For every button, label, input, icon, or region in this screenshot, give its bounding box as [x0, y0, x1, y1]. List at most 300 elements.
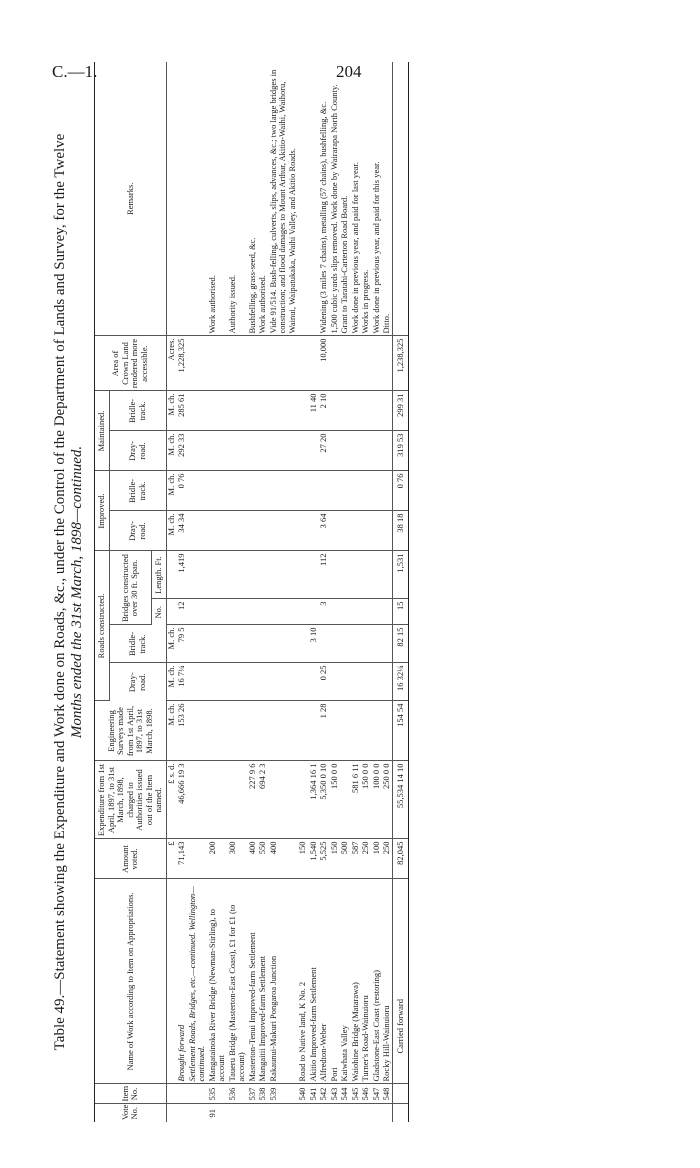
- cell-amount: 200: [207, 839, 227, 879]
- cell-br-len: 112: [318, 551, 329, 599]
- cell-br-len: [371, 551, 382, 599]
- cell-rc-dray: [381, 663, 392, 701]
- cell-rc-dray: [308, 663, 319, 701]
- document-reference: C.—1.: [52, 62, 98, 81]
- cell-imp-dray: [227, 511, 247, 551]
- carried-forward-row: [392, 62, 409, 1122]
- cell-survey: [339, 701, 350, 761]
- col-imp-dray: Dray-road.: [109, 511, 166, 551]
- cell-area: [187, 336, 207, 391]
- cell-area: [371, 336, 382, 391]
- cell-imp-dray: [207, 511, 227, 551]
- cell-remarks: [176, 62, 187, 336]
- cell-imp-bridle: [257, 471, 268, 511]
- cell-mt-bridle: 285 61: [176, 391, 187, 431]
- cell-survey: [308, 701, 319, 761]
- cell-remarks: Vide 91/514. Bush-felling, culverts, slips, advances, &c.; two large bridges in construction; and flood damages to Mount Arthur, Akitio-Waihi, Waihoru, Wainui, Waipatukaka, Waihi Valley, and Akitio Roads.: [268, 62, 298, 336]
- cell-br-len: [257, 551, 268, 599]
- cell-imp-bridle: [360, 471, 371, 511]
- cell-item: 547: [371, 1084, 382, 1104]
- cell-remarks: Bushfelling, grass-seed, &c.: [247, 62, 258, 336]
- cell-name: Road to Native land, K No. 2: [297, 879, 308, 1084]
- table-row: [360, 62, 371, 1122]
- cell-area: [350, 336, 361, 391]
- cell-amount: 250: [360, 839, 371, 879]
- cell-rc-dray: [371, 663, 382, 701]
- col-maintained: Maintained.: [95, 391, 110, 471]
- cell-item: 541: [308, 1084, 319, 1104]
- cell-br-no: [297, 599, 308, 625]
- col-name: Name of Work according to Item on Appropriations.: [95, 879, 167, 1084]
- col-remarks: Remarks.: [95, 62, 167, 336]
- cell-name: Alfredton-Weber: [318, 879, 329, 1084]
- cell-name: Pori: [329, 879, 340, 1084]
- cell-exp: [297, 761, 308, 839]
- cell-rc-bridle: [227, 625, 247, 663]
- col-rc-dray: Dray-road.: [109, 663, 166, 701]
- cell-exp: [207, 761, 227, 839]
- cell-imp-bridle: [247, 471, 258, 511]
- table-row: [176, 62, 187, 1122]
- cell-br-len: [350, 551, 361, 599]
- cell-item: [187, 1084, 207, 1104]
- cell-survey: [360, 701, 371, 761]
- header-row-1: [95, 62, 110, 1122]
- cell-imp-bridle: [297, 471, 308, 511]
- cell-imp-bridle: [329, 471, 340, 511]
- cell-imp-bridle: [308, 471, 319, 511]
- carried-amount: 82,045: [392, 839, 409, 879]
- cell-imp-dray: [187, 511, 207, 551]
- col-vote-no: Vote No.: [95, 1104, 167, 1122]
- cell-imp-bridle: [207, 471, 227, 511]
- cell-vote: [329, 1104, 340, 1122]
- cell-survey: [227, 701, 247, 761]
- cell-exp: [339, 761, 350, 839]
- cell-br-no: [227, 599, 247, 625]
- cell-rc-bridle: [207, 625, 227, 663]
- cell-mt-dray: [308, 431, 319, 471]
- cell-imp-dray: [360, 511, 371, 551]
- cell-name: Masterton-Tenui Improved-farm Settlement: [247, 879, 258, 1084]
- carried-rc-bridle: 82 15: [392, 625, 409, 663]
- cell-name: Rocky Hill-Wainuioru: [381, 879, 392, 1084]
- cell-amount: 100: [371, 839, 382, 879]
- cell-mt-dray: 292 33: [176, 431, 187, 471]
- cell-vote: [247, 1104, 258, 1122]
- title-line-2: Months ended the 31st March, 1898—continued.: [69, 445, 85, 739]
- cell-area: [329, 336, 340, 391]
- expenditure-table: [94, 62, 409, 1122]
- cell-area: [268, 336, 298, 391]
- cell-br-no: 3: [318, 599, 329, 625]
- table-row: [268, 62, 298, 1122]
- cell-amount: 400: [268, 839, 298, 879]
- table-row: [318, 62, 329, 1122]
- cell-remarks: Grant to Taratahi-Carterton Road Board.: [339, 62, 350, 336]
- carried-imp-dray: 38 18: [392, 511, 409, 551]
- cell-imp-dray: [329, 511, 340, 551]
- col-roads-constructed: Roads constructed.: [95, 551, 110, 701]
- cell-imp-bridle: [339, 471, 350, 511]
- cell-mt-dray: [350, 431, 361, 471]
- cell-mt-dray: [371, 431, 382, 471]
- cell-mt-bridle: 2 10: [318, 391, 329, 431]
- col-br-no: No.: [152, 599, 167, 625]
- cell-br-len: [247, 551, 258, 599]
- cell-area: [227, 336, 247, 391]
- col-surveys: Engineering Surveys made from 1st April, 1897, to 31st March, 1898.: [95, 701, 167, 761]
- carried-rc-dray: 16 32¼: [392, 663, 409, 701]
- cell-amount: 1,540: [308, 839, 319, 879]
- cell-vote: [176, 1104, 187, 1122]
- cell-rc-dray: [268, 663, 298, 701]
- col-imp-bridle: Bridle-track.: [109, 471, 166, 511]
- carried-mt-bridle: 299 31: [392, 391, 409, 431]
- cell-amount: 71,143: [176, 839, 187, 879]
- unit-mt-dray: M. ch.: [166, 431, 176, 471]
- cell-name: Settlement Roads, Bridges, etc.—continued. Wellington—continued.: [187, 879, 207, 1084]
- table-row: [207, 62, 227, 1122]
- cell-vote: [360, 1104, 371, 1122]
- cell-item: 539: [268, 1084, 298, 1104]
- cell-survey: [350, 701, 361, 761]
- cell-remarks: Work authorised.: [257, 62, 268, 336]
- cell-exp: 100 0 0: [371, 761, 382, 839]
- cell-br-no: [360, 599, 371, 625]
- cell-item: 536: [227, 1084, 247, 1104]
- cell-remarks: Work done in previous year, and paid for last year.: [350, 62, 361, 336]
- cell-mt-bridle: [187, 391, 207, 431]
- table-row: [257, 62, 268, 1122]
- carried-survey: 154 54: [392, 701, 409, 761]
- cell-exp: 150 0 0: [329, 761, 340, 839]
- cell-rc-dray: [257, 663, 268, 701]
- cell-name: Mangatainoka River Bridge (Newman-Stirling), to account: [207, 879, 227, 1084]
- cell-br-len: [297, 551, 308, 599]
- cell-item: 544: [339, 1084, 350, 1104]
- cell-br-len: [381, 551, 392, 599]
- cell-area: [360, 336, 371, 391]
- cell-mt-bridle: [227, 391, 247, 431]
- cell-survey: [268, 701, 298, 761]
- cell-br-len: [227, 551, 247, 599]
- cell-rc-dray: [207, 663, 227, 701]
- col-amount-voted: Amount voted.: [95, 839, 167, 879]
- cell-survey: [297, 701, 308, 761]
- cell-mt-dray: [381, 431, 392, 471]
- cell-amount: 150: [297, 839, 308, 879]
- cell-br-no: [268, 599, 298, 625]
- cell-amount: 250: [381, 839, 392, 879]
- cell-amount: 150: [329, 839, 340, 879]
- cell-area: [381, 336, 392, 391]
- unit-exp: £ s. d.: [166, 761, 176, 839]
- rotated-table-page: [52, 62, 692, 1122]
- cell-rc-bridle: [268, 625, 298, 663]
- cell-survey: [207, 701, 227, 761]
- cell-rc-dray: [227, 663, 247, 701]
- cell-survey: [247, 701, 258, 761]
- col-rc-bridle: Bridle-track.: [109, 625, 166, 663]
- cell-br-len: [329, 551, 340, 599]
- cell-mt-dray: [329, 431, 340, 471]
- cell-imp-bridle: [350, 471, 361, 511]
- cell-vote: [339, 1104, 350, 1122]
- cell-survey: [329, 701, 340, 761]
- cell-br-no: 12: [176, 599, 187, 625]
- cell-mt-bridle: [247, 391, 258, 431]
- unit-survey: M. ch.: [166, 701, 176, 761]
- cell-vote: [381, 1104, 392, 1122]
- cell-imp-bridle: [187, 471, 207, 511]
- cell-mt-bridle: [297, 391, 308, 431]
- cell-exp: 150 0 0: [360, 761, 371, 839]
- cell-amount: 500: [339, 839, 350, 879]
- cell-mt-dray: [297, 431, 308, 471]
- unit-mt-bridle: M. ch.: [166, 391, 176, 431]
- table-body: [166, 62, 409, 1122]
- cell-rc-bridle: [371, 625, 382, 663]
- cell-remarks: 1,500 cubic yards slips removed. Work done by Wairarapa North County.: [329, 62, 340, 336]
- cell-item: 546: [360, 1084, 371, 1104]
- cell-item: 538: [257, 1084, 268, 1104]
- table-row: [247, 62, 258, 1122]
- cell-imp-dray: [297, 511, 308, 551]
- cell-item: 548: [381, 1084, 392, 1104]
- cell-rc-bridle: [381, 625, 392, 663]
- table-row: [308, 62, 319, 1122]
- unit-rc-dray: M. ch.: [166, 663, 176, 701]
- cell-area: 10,000: [318, 336, 329, 391]
- cell-mt-bridle: [207, 391, 227, 431]
- cell-area: [339, 336, 350, 391]
- cell-remarks: [297, 62, 308, 336]
- cell-mt-dray: [247, 431, 258, 471]
- title-line-1: Table 49.—Statement showing the Expenditure and Work done on Roads, &c., under the Control of the Department of Lands and Survey, for the Twelve: [52, 133, 68, 1051]
- cell-imp-bridle: [318, 471, 329, 511]
- cell-survey: [187, 701, 207, 761]
- cell-imp-dray: [371, 511, 382, 551]
- cell-name: Gladstone-East Coast (restoring): [371, 879, 382, 1084]
- cell-area: [308, 336, 319, 391]
- cell-vote: [350, 1104, 361, 1122]
- cell-vote: [187, 1104, 207, 1122]
- table-row: [339, 62, 350, 1122]
- cell-survey: 153 26: [176, 701, 187, 761]
- carried-br-len: 1,531: [392, 551, 409, 599]
- cell-rc-dray: [187, 663, 207, 701]
- cell-mt-bridle: [381, 391, 392, 431]
- cell-mt-bridle: [350, 391, 361, 431]
- cell-item: 545: [350, 1084, 361, 1104]
- cell-imp-dray: [247, 511, 258, 551]
- cell-survey: 1 28: [318, 701, 329, 761]
- cell-name: Taueru Bridge (Masterton-East Coast), £1 for £1 (to account): [227, 879, 247, 1084]
- carried-imp-bridle: 0 76: [392, 471, 409, 511]
- cell-vote: [371, 1104, 382, 1122]
- cell-mt-dray: [257, 431, 268, 471]
- cell-vote: 91: [206, 1109, 217, 1118]
- cell-remarks: Work done in previous year, and paid for this year.: [371, 62, 382, 336]
- cell-mt-bridle: [257, 391, 268, 431]
- cell-mt-bridle: [360, 391, 371, 431]
- cell-remarks: Work authorised.: [207, 62, 227, 336]
- col-expenditure: Expenditure from 1st April, 1897, to 31st March, 1898, charged to Authorities issued out of the Item named.: [95, 761, 167, 839]
- col-area: Area of Crown Land rendered more accessible.: [95, 336, 167, 391]
- page-number: 204: [336, 62, 362, 81]
- cell-br-no: [187, 599, 207, 625]
- cell-exp: 46,666 19 3: [176, 761, 187, 839]
- cell-exp: 581 6 11: [350, 761, 361, 839]
- cell-mt-bridle: [339, 391, 350, 431]
- col-mt-dray: Dray-road.: [109, 431, 166, 471]
- cell-item: [176, 1084, 187, 1104]
- cell-remarks: Widening (3 miles 7 chains), metalling (57 chains), bushfelling, &c.: [318, 62, 329, 336]
- cell-rc-dray: 0 25: [318, 663, 329, 701]
- col-br-len: Length. Ft.: [152, 551, 167, 599]
- cell-imp-bridle: 0 76: [176, 471, 187, 511]
- cell-rc-bridle: 79 5: [176, 625, 187, 663]
- cell-rc-dray: [329, 663, 340, 701]
- cell-area: [207, 336, 227, 391]
- cell-imp-dray: [308, 511, 319, 551]
- cell-imp-bridle: [227, 471, 247, 511]
- cell-vote: [227, 1104, 247, 1122]
- cell-name: Waiohine Bridge (Matarawa): [350, 879, 361, 1084]
- cell-rc-dray: [339, 663, 350, 701]
- cell-br-no: [350, 599, 361, 625]
- cell-exp: [227, 761, 247, 839]
- unit-amount: £: [166, 839, 176, 879]
- cell-rc-bridle: [297, 625, 308, 663]
- cell-area: [247, 336, 258, 391]
- cell-br-no: [247, 599, 258, 625]
- unit-rc-bridle: M. ch.: [166, 625, 176, 663]
- cell-exp: 5,350 0 10: [318, 761, 329, 839]
- cell-imp-dray: [257, 511, 268, 551]
- cell-rc-dray: [350, 663, 361, 701]
- units-row: [166, 62, 176, 1122]
- cell-remarks: [308, 62, 319, 336]
- cell-imp-dray: 3 64: [318, 511, 329, 551]
- cell-mt-dray: 27 20: [318, 431, 329, 471]
- cell-vote: [268, 1104, 298, 1122]
- cell-br-len: [308, 551, 319, 599]
- cell-mt-dray: [187, 431, 207, 471]
- cell-exp: 1,364 16 1: [308, 761, 319, 839]
- cell-br-len: 1,419: [176, 551, 187, 599]
- cell-rc-bridle: [339, 625, 350, 663]
- cell-imp-dray: [268, 511, 298, 551]
- cell-item: 542: [318, 1084, 329, 1104]
- cell-rc-bridle: [257, 625, 268, 663]
- cell-item: 543: [329, 1084, 340, 1104]
- cell-exp: 694 2 3: [257, 761, 268, 839]
- cell-vote: [318, 1104, 329, 1122]
- cell-amount: 400: [247, 839, 258, 879]
- col-improved: Improved.: [95, 471, 110, 551]
- table-row: [329, 62, 340, 1122]
- cell-imp-bridle: [268, 471, 298, 511]
- cell-remarks: Ditto.: [381, 62, 392, 336]
- cell-name: Mangaitii Improved-farm Settlement: [257, 879, 268, 1084]
- cell-amount: 300: [227, 839, 247, 879]
- cell-mt-dray: [339, 431, 350, 471]
- cell-vote: [257, 1104, 268, 1122]
- cell-exp: 227 9 6: [247, 761, 258, 839]
- cell-amount: 587: [350, 839, 361, 879]
- cell-survey: [257, 701, 268, 761]
- cell-name: Brought forward: [176, 879, 187, 1084]
- cell-remarks: [187, 62, 207, 336]
- cell-area: [257, 336, 268, 391]
- cell-rc-bridle: [187, 625, 207, 663]
- carried-br-no: 15: [392, 599, 409, 625]
- cell-remarks: Works in progress.: [360, 62, 371, 336]
- cell-imp-dray: [381, 511, 392, 551]
- unit-imp-dray: M. ch.: [166, 511, 176, 551]
- cell-rc-bridle: [318, 625, 329, 663]
- unit-imp-bridle: M. ch.: [166, 471, 176, 511]
- cell-remarks: Authority issued.: [227, 62, 247, 336]
- table-row: [187, 62, 207, 1122]
- cell-br-len: [207, 551, 227, 599]
- cell-rc-bridle: [329, 625, 340, 663]
- cell-name: Rakaunui-Makuri Pongaroa Junction: [268, 879, 298, 1084]
- col-item-no: Item No.: [95, 1084, 167, 1104]
- cell-br-no: [308, 599, 319, 625]
- cell-rc-dray: [247, 663, 258, 701]
- cell-mt-dray: [360, 431, 371, 471]
- cell-rc-dray: [360, 663, 371, 701]
- cell-vote: [308, 1104, 319, 1122]
- cell-mt-dray: [268, 431, 298, 471]
- cell-br-len: [268, 551, 298, 599]
- cell-rc-bridle: [360, 625, 371, 663]
- cell-br-no: [381, 599, 392, 625]
- cell-rc-dray: [297, 663, 308, 701]
- cell-mt-dray: [207, 431, 227, 471]
- cell-name: Turner's Road-Wainuioru: [360, 879, 371, 1084]
- carried-mt-dray: 319 53: [392, 431, 409, 471]
- cell-mt-bridle: [268, 391, 298, 431]
- cell-item: 540: [297, 1084, 308, 1104]
- cell-rc-bridle: 3 10: [308, 625, 319, 663]
- cell-name: Akitio Improved-farm Settlement: [308, 879, 319, 1084]
- cell-imp-dray: [339, 511, 350, 551]
- col-bridges: Bridges constructed over 30 ft. Span.: [109, 551, 152, 625]
- carried-name: Carried forward: [392, 879, 409, 1084]
- cell-amount: 550: [257, 839, 268, 879]
- cell-br-len: [187, 551, 207, 599]
- cell-exp: [187, 761, 207, 839]
- col-mt-bridle: Bridle-track.: [109, 391, 166, 431]
- carried-exp: 55,534 14 10: [392, 761, 409, 839]
- cell-exp: [268, 761, 298, 839]
- cell-survey: [381, 701, 392, 761]
- cell-br-no: [339, 599, 350, 625]
- unit-area: Acres.: [166, 336, 176, 391]
- cell-rc-dray: 16 7¼: [176, 663, 187, 701]
- table-row: [297, 62, 308, 1122]
- table-row: [371, 62, 382, 1122]
- cell-item: 535: [207, 1084, 227, 1104]
- cell-exp: 250 0 0: [381, 761, 392, 839]
- cell-mt-bridle: 11 40: [308, 391, 319, 431]
- cell-rc-bridle: [247, 625, 258, 663]
- table-row: [350, 62, 361, 1122]
